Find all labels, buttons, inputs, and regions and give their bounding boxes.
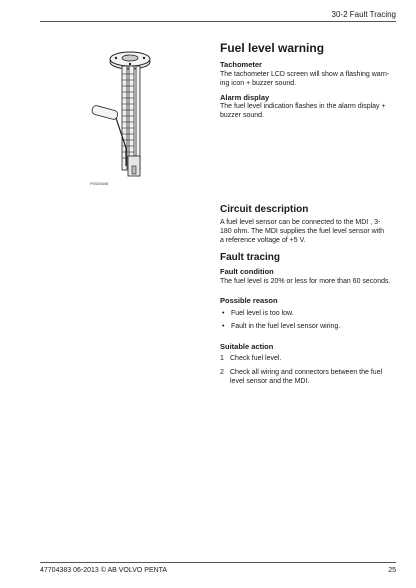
bullet-icon: •	[222, 323, 225, 330]
tachometer-text-line2: ing icon + buzzer sound.	[220, 80, 297, 87]
header-title: 30-2 Fault Tracing	[331, 10, 396, 19]
alarm-display-heading: Alarm display	[220, 93, 270, 102]
step-number: 2	[220, 369, 224, 376]
step-text-continued: level sensor and the MDI.	[230, 378, 310, 385]
circuit-text-line1: A fuel level sensor can be connected to the MDI , 3-	[220, 219, 381, 226]
list-item	[220, 354, 392, 363]
possible-reason-heading: Possible reason	[220, 296, 278, 305]
list-item	[222, 322, 392, 331]
alarm-text-line2: buzzer sound.	[220, 112, 264, 119]
fault-condition-text: The fuel level is 20% or less for more than 60 seconds.	[220, 278, 391, 285]
fuel-level-sensor-illustration	[88, 48, 168, 184]
step-text: Check fuel level.	[230, 355, 282, 362]
circuit-text-line2: 180 ohm. The MDI supplies the fuel level sensor with	[220, 228, 385, 235]
fault-condition-heading: Fault condition	[220, 267, 274, 276]
list-item	[220, 368, 392, 377]
step-number: 1	[220, 355, 224, 362]
reason-text: Fault in the fuel level sensor wiring.	[231, 323, 341, 330]
figure-code: P0026646	[90, 181, 109, 186]
step-text: Check all wiring and connectors between the fuel	[230, 369, 383, 376]
list-item	[222, 309, 392, 318]
tachometer-heading: Tachometer	[220, 60, 262, 69]
tachometer-text-line1: The tachometer LCD screen will show a flashing warn-	[220, 71, 390, 78]
page-header	[40, 10, 396, 22]
reason-text: Fuel level is too low.	[231, 310, 294, 317]
section-title-fuel-level-warning: Fuel level warning	[220, 41, 325, 55]
section-title-fault-tracing: Fault tracing	[220, 252, 281, 263]
alarm-text-line1: The fuel level indication flashes in the alarm display +	[220, 103, 386, 110]
section-title-circuit-description: Circuit description	[220, 204, 309, 215]
suitable-action-heading: Suitable action	[220, 342, 274, 351]
bullet-icon: •	[222, 310, 225, 317]
circuit-text-line3: a reference voltage of +5 V.	[220, 237, 306, 244]
footer-divider	[40, 562, 396, 563]
page-number: 25	[388, 567, 396, 574]
footer-publication: 47704383 06-2013 © AB VOLVO PENTA	[40, 567, 168, 574]
